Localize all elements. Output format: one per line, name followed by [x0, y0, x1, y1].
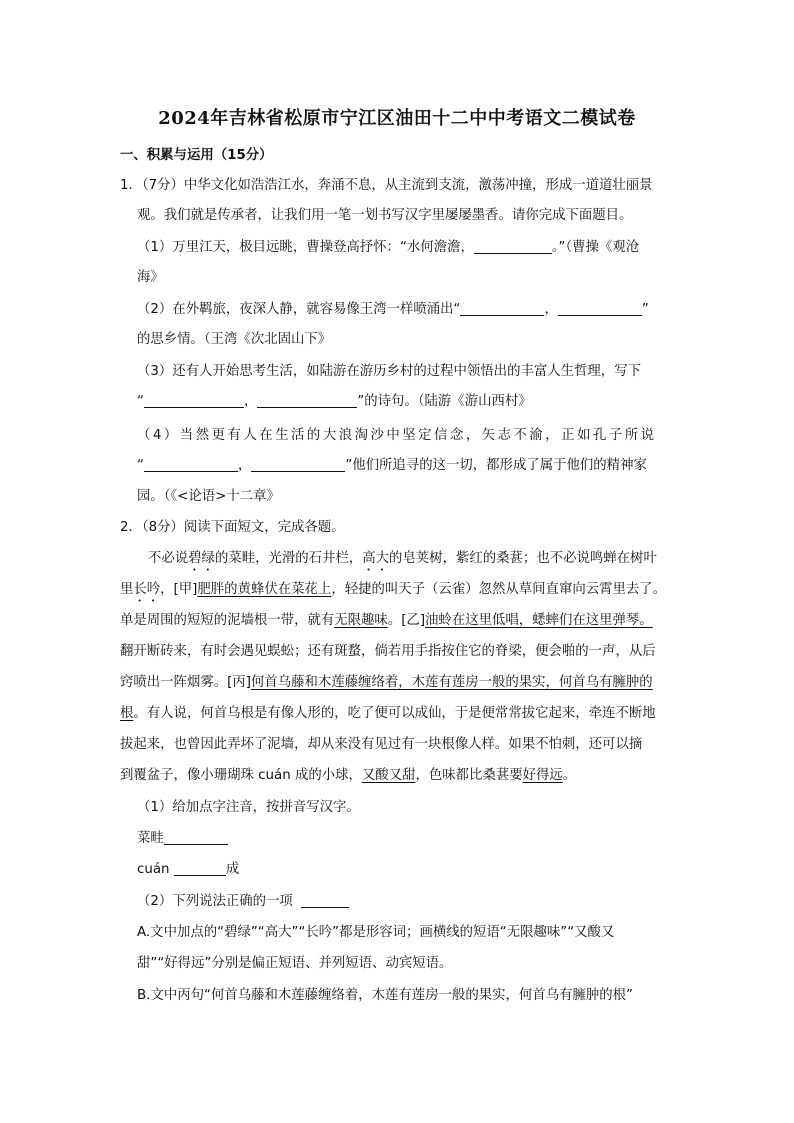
- q1-stem-line2: 观。我们就是传承者，让我们用一笔一划书写汉字里屡屡墨香。请你完成下面题目。: [137, 208, 633, 223]
- underlined-sentence-jia: 肥胖的黄蜂伏在菜花上: [197, 582, 332, 597]
- q1-part2-text: （2）在外羁旅，夜深人静，就容易像王湾一样喷涌出“: [137, 302, 461, 317]
- section-heading: 一、积累与运用（15分）: [120, 148, 273, 163]
- option-a-line2: 甜”“好得远”分别是偏正短语、并列短语、动宾短语。: [137, 956, 453, 971]
- passage-line6: [120, 704, 656, 724]
- passage-line8: [120, 766, 576, 786]
- passage-text: 。: [562, 768, 577, 783]
- q2-sub1-item1: [137, 829, 228, 849]
- passage-text: 的皂荚树，紫红的桑葚；也不必说鸣蝉在树叶: [389, 551, 657, 566]
- passage-text: 不必说: [148, 551, 189, 566]
- passage-line4: 翻开断砖来，有时会遇见蜈蚣；还有斑蝥，倘若用手指按住它的脊梁，便会啪的一声，从后: [120, 644, 656, 659]
- q1-part3: （3）还有人开始思考生活，如陆游在游历乡村的过程中领悟出的丰富人生哲理，写下: [137, 364, 641, 379]
- option-b-line1: B.文中丙句“何首乌藤和木莲藤缠络着，木莲有莲房一般的果实，何首乌有臃肿的根”: [137, 988, 633, 1003]
- q1-part4: （4）当然更有人在生活的大浪淘沙中坚定信念，矢志不渝，正如孔子所说: [137, 428, 657, 443]
- q1-part3-open: “: [137, 394, 144, 409]
- q1-part3-blank1[interactable]: [144, 393, 244, 408]
- passage-line3: [120, 611, 653, 631]
- q2-sub2: [137, 892, 349, 912]
- underlined-sentence-bing: 何首乌藤和木莲藤缠络着，木莲有莲房一般的果实，何首乌有臃肿的: [250, 675, 653, 690]
- q1-part4-sep: ，: [237, 458, 252, 473]
- q1-part4-source: 园。（《<论语>十二章》: [137, 489, 280, 504]
- passage-text: ，色味都比桑葚要: [415, 768, 523, 783]
- passage-text: ，[甲]: [160, 582, 198, 597]
- q1-part1: [137, 238, 639, 258]
- q2-sub2-blank[interactable]: [301, 893, 349, 908]
- q1-stem-line1: 1．（7分）中华文化如浩浩江水，奔涌不息，从主流到支流，激荡冲撞，形成一道道壮丽景: [120, 178, 653, 193]
- q1-part1-text: （1）万里江天，极目远眺，曹操登高抒怀：“水何澹澹，: [137, 240, 474, 255]
- underlined-phrase-haodeyuan: 好得远: [522, 768, 563, 783]
- q1-part1-end: 。”（曹操《观沧: [551, 240, 640, 255]
- q2-sub1-blank1[interactable]: [164, 830, 228, 845]
- dotted-word-bilv: 碧绿: [188, 551, 215, 566]
- underlined-phrase-suantian: 又酸又甜: [361, 768, 416, 783]
- q1-part3-blank2[interactable]: [257, 393, 357, 408]
- passage-text: ，轻捷的叫天子（云雀）忽然从草间直窜向云霄里去了。: [331, 582, 667, 597]
- passage-text: 单是周围的短短的泥墙根一带，就有: [120, 613, 335, 628]
- q2-stem: 2．（8分）阅读下面短文，完成各题。: [120, 520, 345, 535]
- q1-part3-end: ”的诗句。（陆游《游山西村》: [357, 394, 532, 409]
- exam-title: 2024年吉林省松原市宁江区油田十二中中考语文二模试卷: [158, 108, 636, 129]
- q1-part1-cont: 海》: [137, 270, 164, 285]
- q2-sub1-char: 成: [225, 862, 240, 877]
- q2-sub1-word: 菜畦: [137, 831, 164, 846]
- q1-part2-cont: 的思乡情。（王湾《次北固山下》: [137, 332, 332, 347]
- q2-sub1-item2: [137, 860, 239, 880]
- q1-part2-sep: ，: [544, 302, 558, 317]
- dotted-word-changyin: 长吟: [133, 582, 161, 597]
- option-a-line1: A.文中加点的“碧绿”“高大”“长吟”都是形容词；画横线的短语“无限趣味”“又酸又: [137, 925, 615, 940]
- passage-text: 。[乙]: [387, 613, 426, 628]
- underlined-phrase-wuxian: 无限趣味: [334, 613, 388, 628]
- passage-line2: [120, 580, 666, 605]
- passage-text: 窍喷出一阵烟雾。[丙]: [120, 675, 251, 690]
- q1-part4-open: “: [137, 458, 144, 473]
- q1-part3-cont: [137, 392, 532, 412]
- passage-text: 里: [120, 582, 134, 597]
- underlined-sentence-yi: 油蛉在这里低唱，蟋蟀们在这里弹琴。: [425, 613, 653, 628]
- passage-line7: 拔起来，也曾因此弄坏了泥墙，却从来没有见过有一块根像人样。如果不怕刺，还可以摘: [120, 737, 643, 752]
- dotted-word-gaoda: 高大: [362, 551, 390, 566]
- q2-sub2-text: （2）下列说法正确的一项: [137, 894, 293, 909]
- q1-part2-end: ”: [641, 302, 649, 317]
- q2-sub1: （1）给加点字注音，按拼音写汉字。: [137, 800, 360, 815]
- passage-text: 的菜畦，光滑的石井栏，: [214, 551, 363, 566]
- q2-sub1-blank2[interactable]: [174, 861, 226, 876]
- underlined-sentence-bing-end: 根: [120, 706, 134, 721]
- passage-text: 。有人说，何首乌根是有像人形的，吃了便可以成仙，于是便常常拔它起来，牵连不断地: [133, 706, 656, 721]
- q1-part4-blank2[interactable]: [251, 457, 345, 472]
- q1-part4-end: ”他们所追寻的这一切，都形成了属于他们的精神家: [345, 458, 647, 473]
- passage-line5: [120, 673, 653, 693]
- passage-line1: [148, 549, 657, 574]
- q1-part4-cont: [137, 456, 647, 476]
- q1-part2: [137, 300, 649, 320]
- q1-part2-blank1[interactable]: [460, 301, 544, 316]
- q1-part1-blank[interactable]: [474, 239, 552, 254]
- q1-part2-blank2[interactable]: [558, 301, 642, 316]
- q1-part3-sep: ，: [243, 394, 258, 409]
- q2-sub1-pinyin: cuán: [137, 862, 170, 877]
- q1-part4-blank1[interactable]: [144, 457, 238, 472]
- passage-text: 到覆盆子，像小珊瑚珠 cuán 成的小球，: [120, 768, 362, 783]
